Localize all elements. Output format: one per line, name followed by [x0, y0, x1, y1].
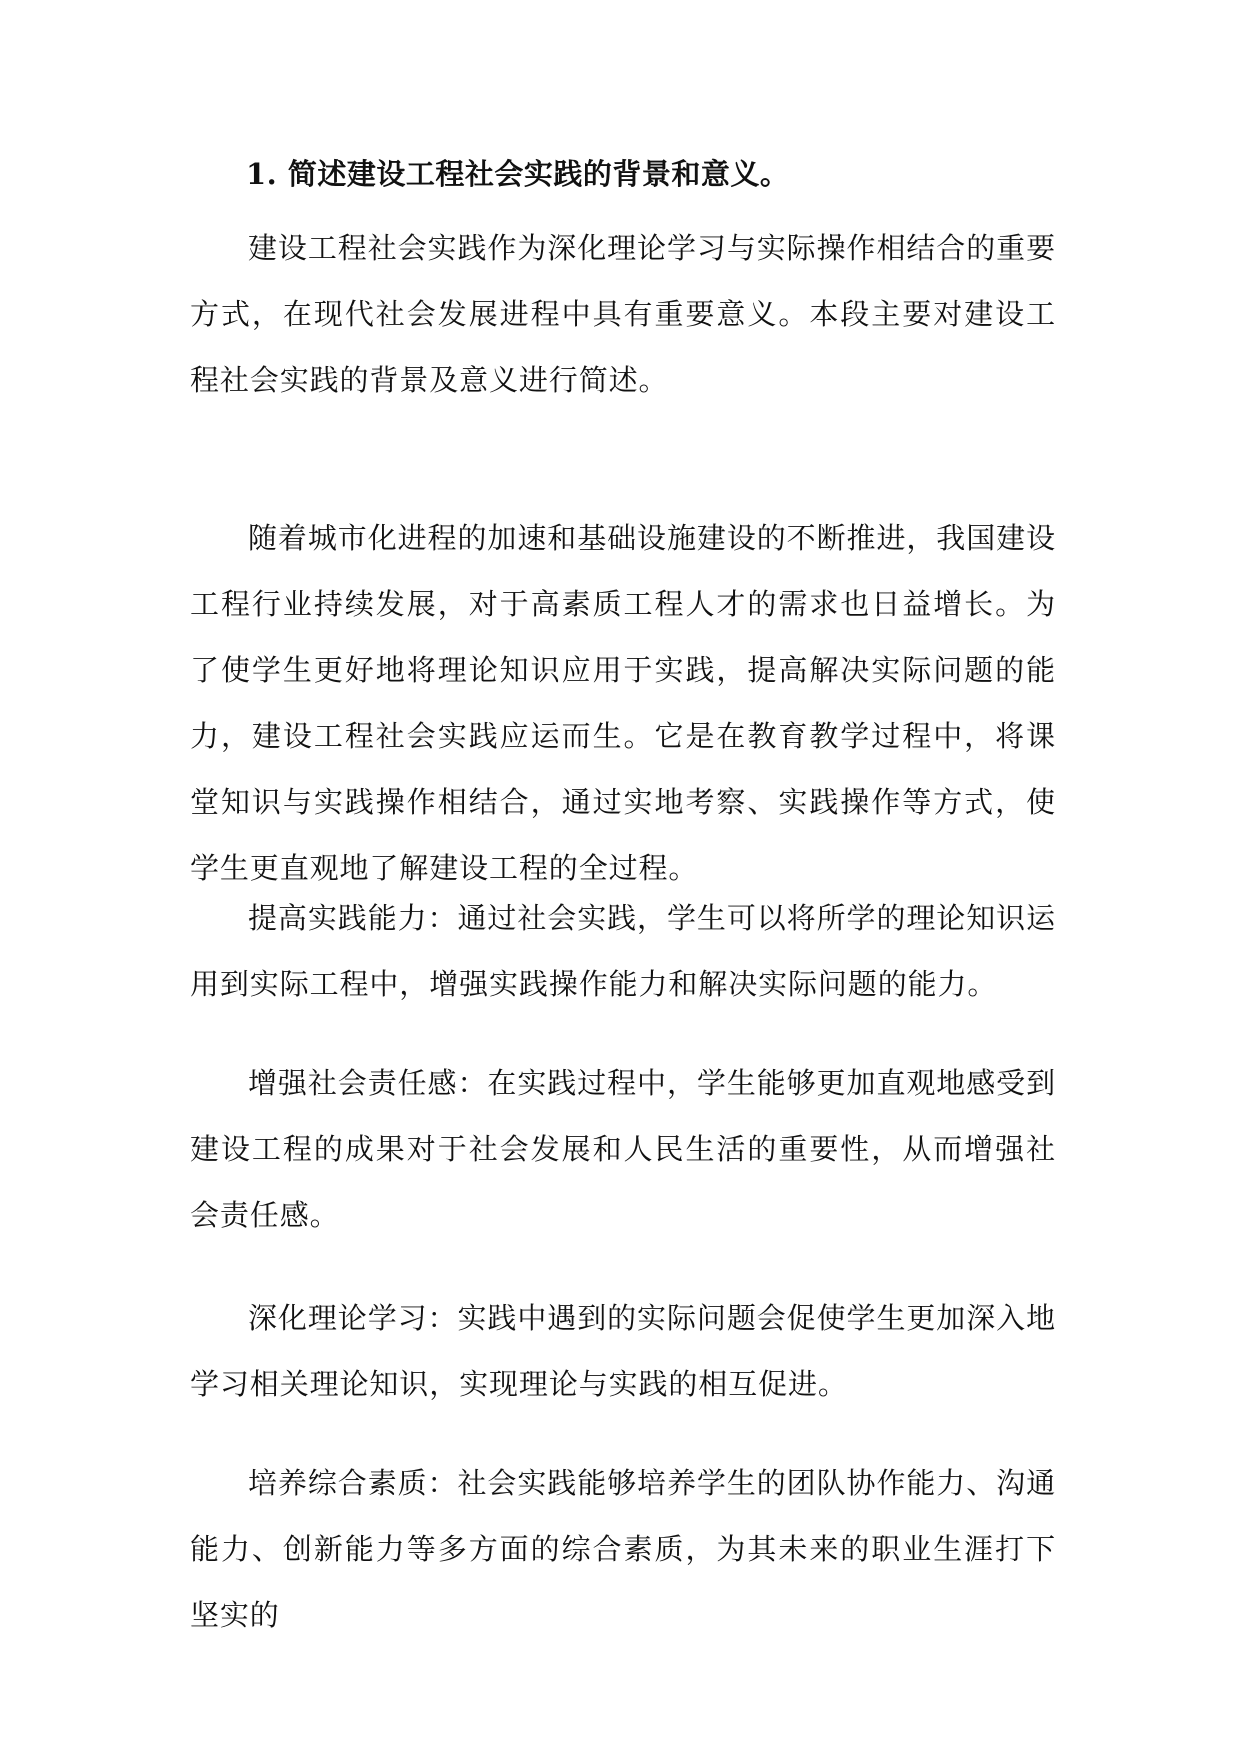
paragraph-social-responsibility: 增强社会责任感：在实践过程中，学生能够更加直观地感受到建设工程的成果对于社会发展和人民生活的重要性，从而增强社会责任感。	[190, 1066, 1056, 1232]
paragraph-intro: 建设工程社会实践作为深化理论学习与实际操作相结合的重要方式，在现代社会发展进程中具有重要意义。本段主要对建设工程社会实践的背景及意义进行简述。	[190, 231, 1056, 397]
paragraph-comprehensive-quality: 培养综合素质：社会实践能够培养学生的团队协作能力、沟通能力、创新能力等多方面的综合素质，为其未来的职业生涯打下坚实的	[190, 1466, 1056, 1632]
paragraph-practice-ability: 提高实践能力：通过社会实践，学生可以将所学的理论知识运用到实际工程中，增强实践操作能力和解决实际问题的能力。	[190, 901, 1056, 1001]
paragraph-background: 随着城市化进程的加速和基础设施建设的不断推进，我国建设工程行业持续发展，对于高素质工程人才的需求也日益增长。为了使学生更好地将理论知识应用于实践，提高解决实际问题的能力，建设工程社会实践应运而生。它是在教育教学过程中，将课堂知识与实践操作相结合，通过实地考察、实践操作等方式，使学生更直观地了解建设工程的全过程。	[190, 521, 1056, 885]
paragraph-theory-learning: 深化理论学习：实践中遇到的实际问题会促使学生更加深入地学习相关理论知识，实现理论与实践的相互促进。	[190, 1301, 1056, 1401]
section-heading: 1. 简述建设工程社会实践的背景和意义。	[246, 157, 790, 191]
